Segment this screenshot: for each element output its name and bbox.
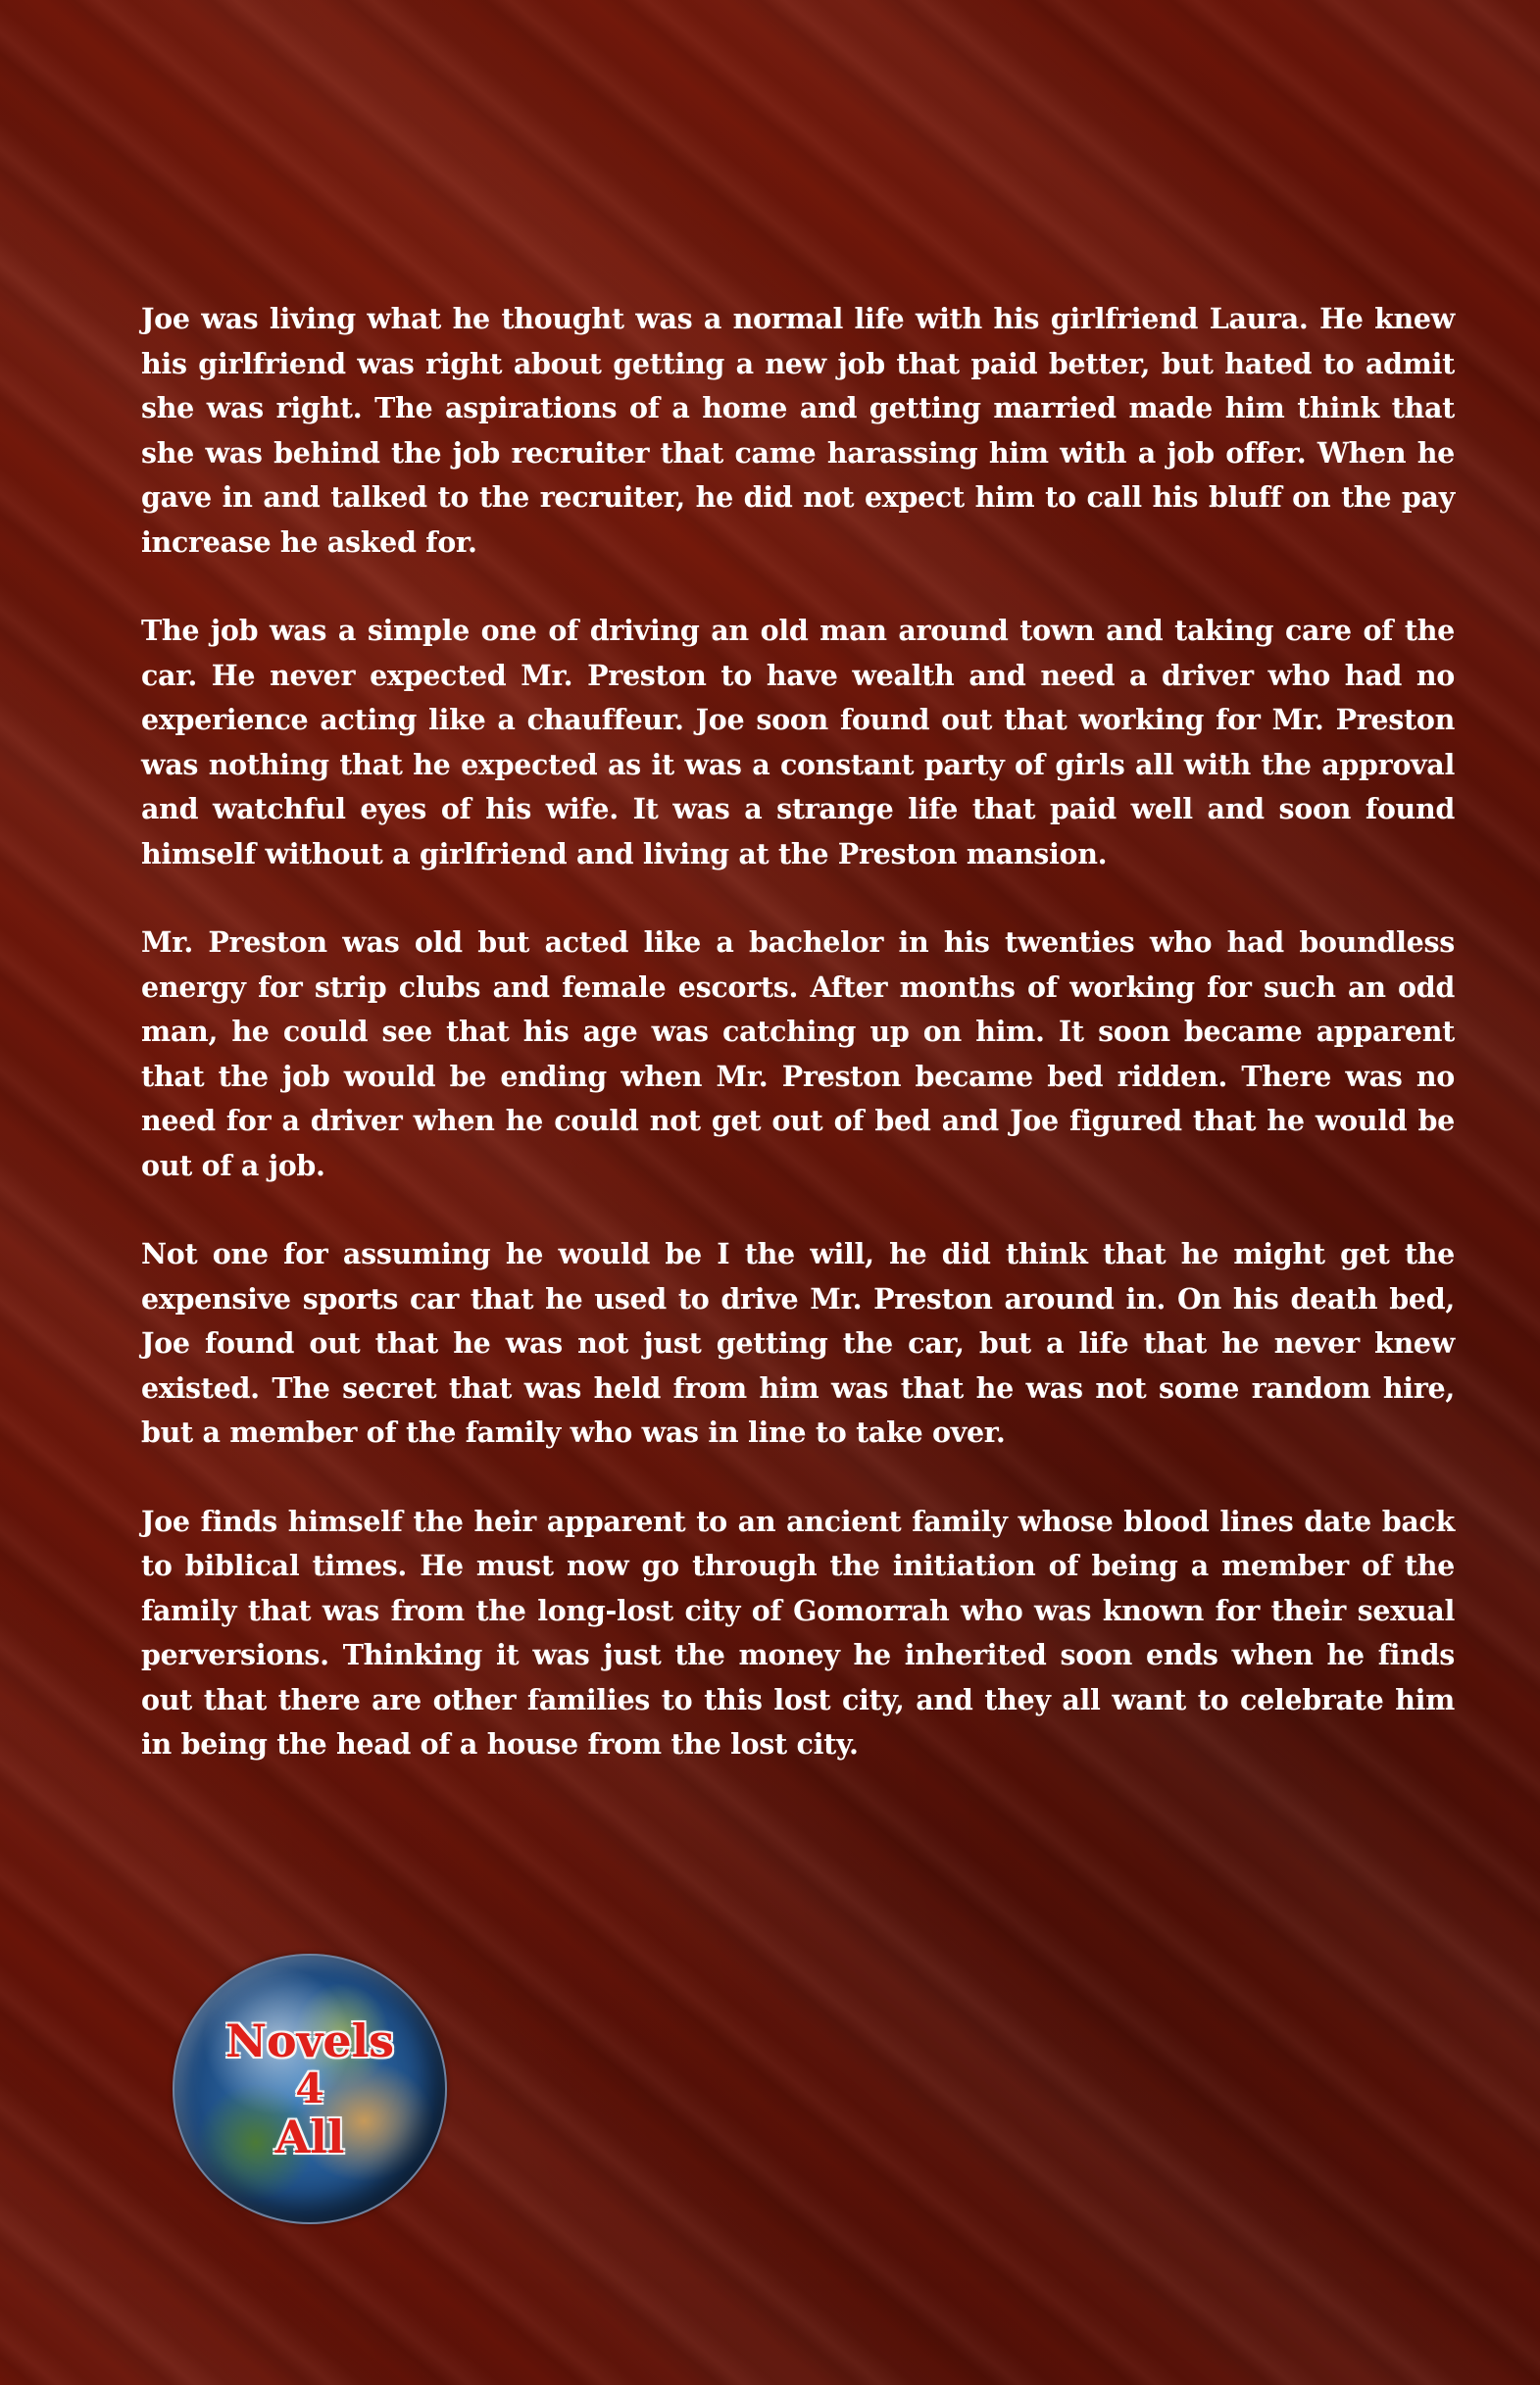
blurb-paragraph-1: Joe was living what he thought was a normal life with his girlfriend Laura. He knew his girlfriend was right about getting a new job that paid better, but hated to admit she was right. The aspirations of a home and getting married made him think that she was behind the job recruiter that came harassing him with a job offer. When he gave in and talked to the recruiter, he did not expect him to call his bluff on the pay increase he asked for. [141,302,1455,559]
logo-word-novels: Novels [224,2014,395,2067]
logo-number-4: 4 [295,2064,324,2112]
blurb-paragraph-2: The job was a simple one of driving an old man around town and taking care of the car. He never expected Mr. Preston to have wealth and need a driver who had no experience acting like a chauffeur. Joe soon found out that working for Mr. Preston was nothing that he expected as it was a constant party of girls all with the approval and watchful eyes of his wife. It was a strange life that paid well and soon found himself without a girlfriend and living at the Preston mansion. [141,614,1455,870]
book-blurb [141,297,1455,1812]
publisher-logo [173,1954,447,2224]
blurb-paragraph-4: Not one for assuming he would be I the will, he did think that he might get the expensive sports car that he used to drive Mr. Preston around in. On his death bed, Joe found out that he was not just getting the car, but a life that he never knew existed. The secret that was held from him was that he was not some random hire, but a member of the family who was in line to take over. [141,1237,1455,1449]
logo-word-all: All [274,2111,345,2163]
blurb-paragraph-3: Mr. Preston was old but acted like a bachelor in his twenties who had boundless energy for strip clubs and female escorts. After months of working for such an odd man, he could see that his age was catching up on him. It soon became apparent that the job would be ending when Mr. Preston became bed ridden. There was no need for a driver when he could not get out of bed and Joe figured that he would be out of a job. [141,925,1455,1182]
logo-text [174,1956,445,2222]
blurb-paragraph-5: Joe finds himself the heir apparent to an ancient family whose blood lines date back to biblical times. He must now go through the initiation of being a member of the family that was from the long-lost city of Gomorrah who was known for their sexual perversions. Thinking it was just the money he inherited soon ends when he finds out that there are other families to this lost city, and they all want to celebrate him in being the head of a house from the lost city. [141,1504,1455,1761]
